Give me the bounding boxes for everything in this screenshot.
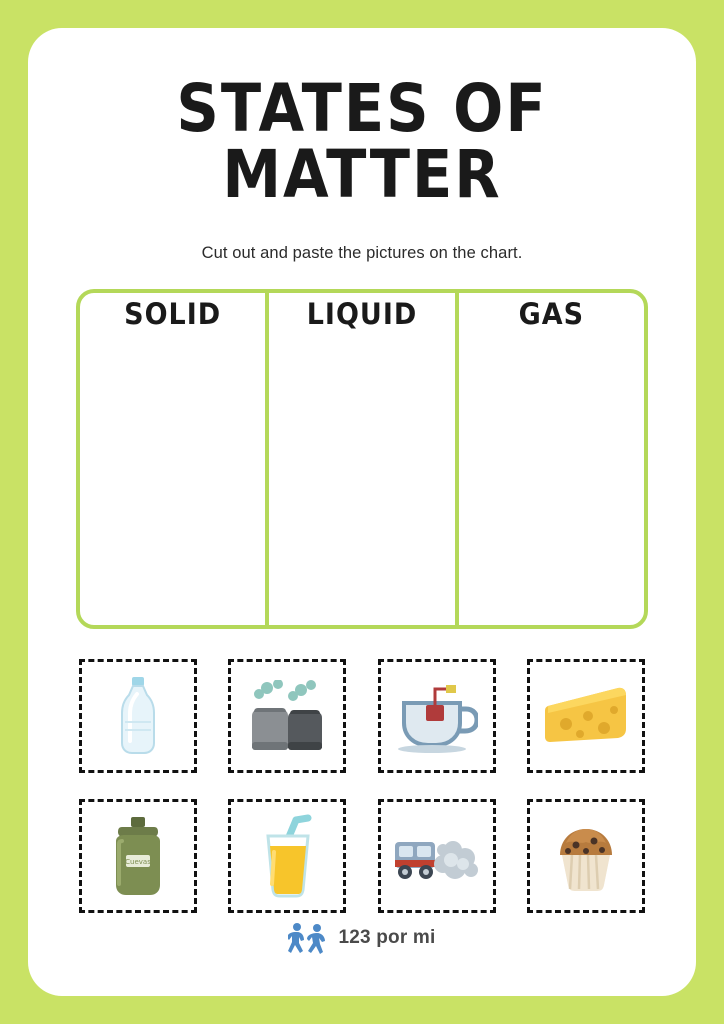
salt-pepper-shakers-icon — [245, 680, 329, 752]
footer — [62, 922, 662, 976]
chart-column-solid[interactable] — [80, 293, 265, 625]
cutout-card[interactable] — [79, 799, 197, 913]
water-bottle-icon — [107, 674, 169, 758]
cutout-card-grid — [76, 659, 648, 913]
tea-cup-icon — [396, 679, 478, 753]
chart-column-gas[interactable] — [455, 293, 644, 625]
states-chart — [76, 289, 648, 629]
cutout-card[interactable] — [228, 659, 346, 773]
chart-column-label: LIQUID — [306, 297, 418, 332]
brand-label: 123 por mi — [338, 927, 436, 948]
cutout-card[interactable] — [527, 799, 645, 913]
svg-text:Cuevas: Cuevas — [124, 858, 151, 866]
gas-cylinder-icon — [106, 815, 170, 897]
cutout-card[interactable] — [378, 799, 496, 913]
cheese-wedge-icon — [544, 684, 628, 748]
instructions-text: Cut out and paste the pictures on the chart. — [201, 244, 523, 262]
chart-column-label: SOLID — [124, 297, 222, 332]
cutout-card[interactable] — [79, 659, 197, 773]
chart-column-label: GAS — [518, 297, 585, 332]
cutout-card[interactable] — [527, 659, 645, 773]
juice-glass-icon — [256, 814, 318, 898]
cutout-card[interactable] — [378, 659, 496, 773]
page-title: STATES OF MATTER — [176, 69, 548, 213]
dancing-people-icon — [288, 922, 328, 954]
car-exhaust-icon — [393, 820, 481, 892]
chart-column-liquid[interactable] — [265, 293, 454, 625]
cutout-card[interactable] — [228, 799, 346, 913]
worksheet-sheet — [28, 28, 696, 996]
muffin-icon — [550, 817, 622, 895]
